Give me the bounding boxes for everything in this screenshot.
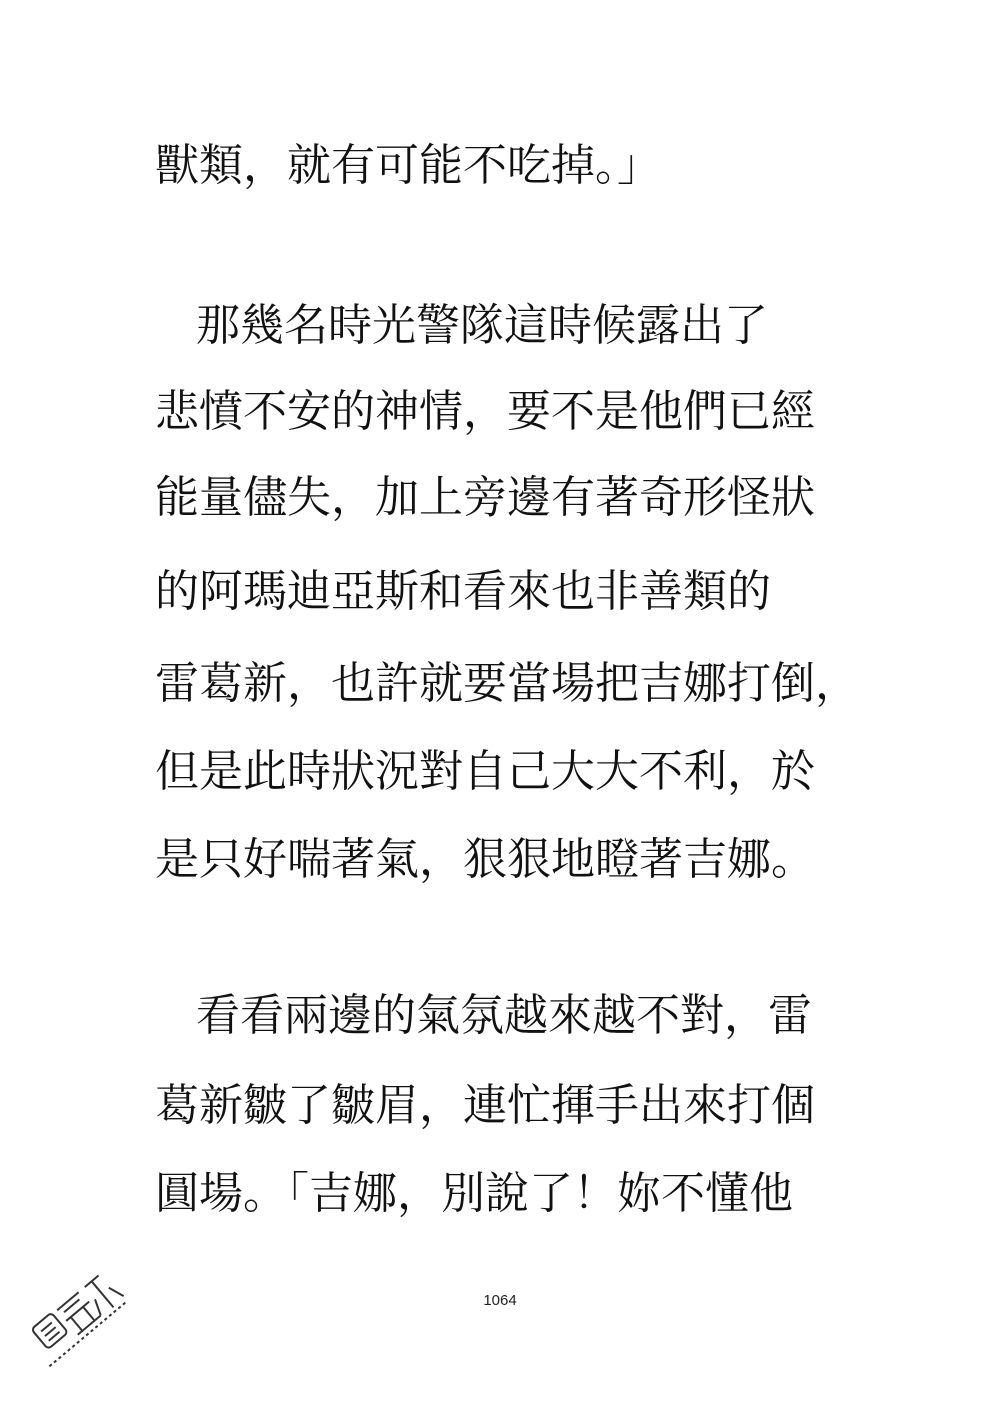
text-line-11: 圓場。「吉娜，別說了！妳不懂他 <box>155 1168 793 1219</box>
text-line-7: 但是此時狀況對自己大大不利，於 <box>155 746 815 797</box>
text-line-5: 的阿瑪迪亞斯和看來也非善類的 <box>155 566 771 617</box>
text-line-10: 葛新皺了皺眉，連忙揮手出來打個 <box>155 1080 815 1131</box>
text-line-9: 看看兩邊的氣氛越來越不對，雷 <box>196 990 812 1041</box>
page-number: 1064 <box>483 1292 517 1309</box>
text-line-8: 是只好喘著氣，狠狠地瞪著吉娜。 <box>155 834 815 885</box>
text-line-4: 能量儘失，加上旁邊有著奇形怪狀 <box>155 472 815 523</box>
manben-logo-icon <box>10 1255 150 1395</box>
text-line-1: 獸類，就有可能不吃掉。」 <box>155 140 661 191</box>
text-line-6: 雷葛新，也許就要當場把吉娜打倒， <box>155 658 859 709</box>
text-line-2: 那幾名時光警隊這時候露出了 <box>196 300 768 351</box>
text-line-3: 悲憤不安的神情，要不是他們已經 <box>155 386 815 437</box>
